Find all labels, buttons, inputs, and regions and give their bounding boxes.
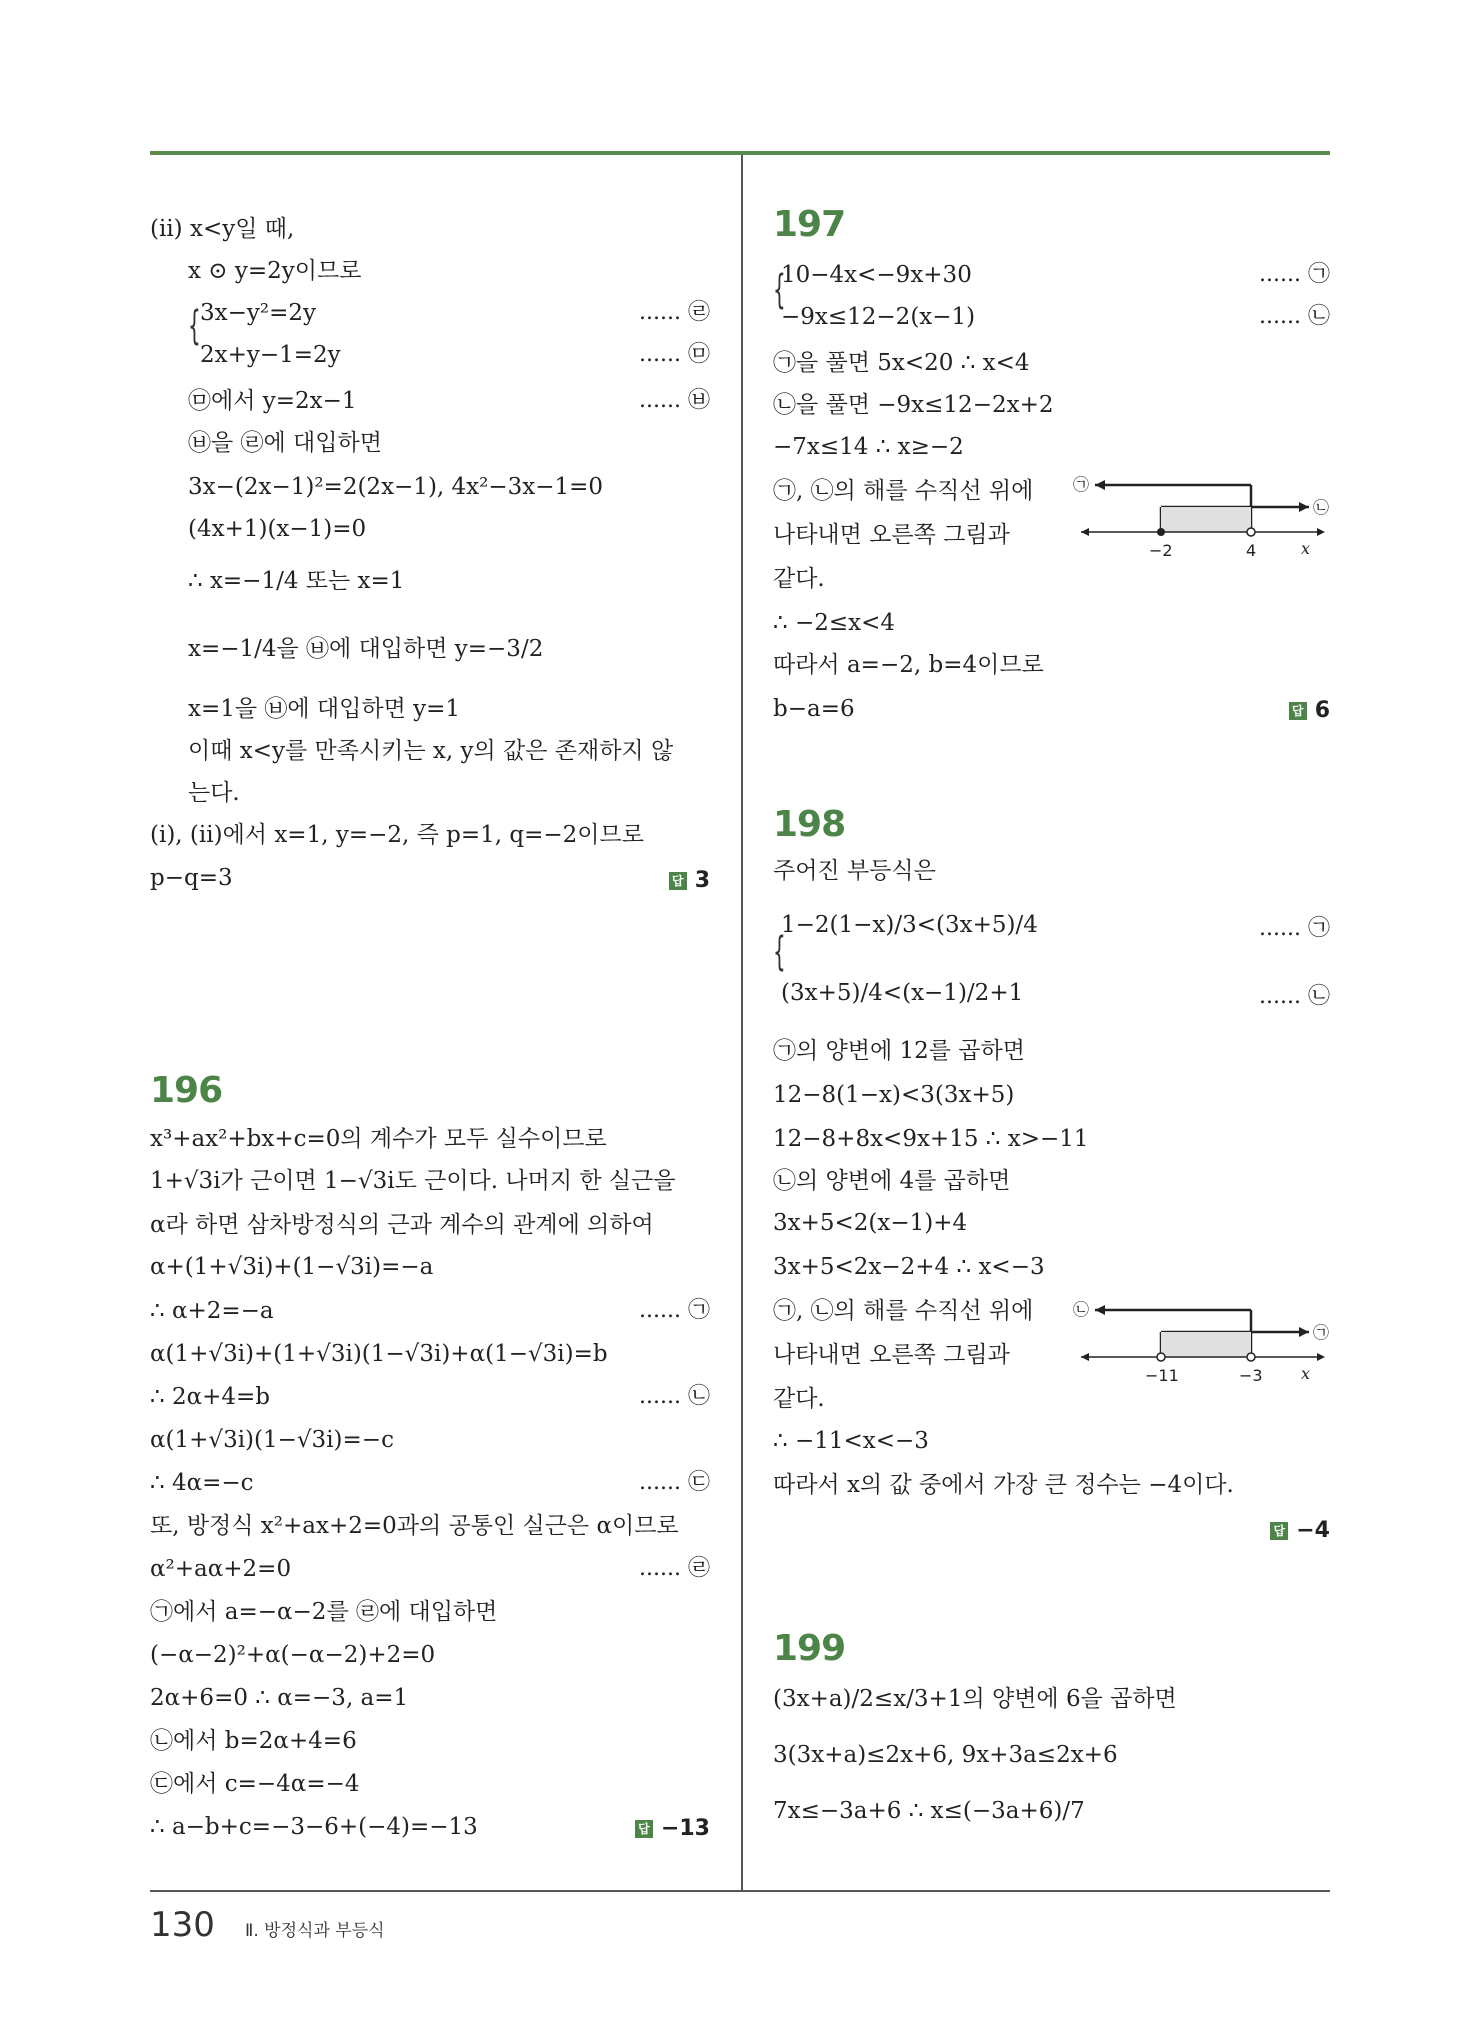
column-divider	[741, 155, 743, 1890]
text-line: 2α+6=0 ∴ α=−3, a=1	[150, 1685, 409, 1711]
arrow-right-icon	[1299, 502, 1309, 512]
text-line: ㉡에서 b=2α+4=6	[150, 1728, 357, 1754]
axis-arrow-right-icon	[1317, 1353, 1325, 1361]
equation-mark: ...... ㉠	[1259, 262, 1330, 287]
text-line: ㉠, ㉡의 해를 수직선 위에	[773, 1298, 1034, 1324]
equation-mark: ...... ㉠	[1259, 916, 1330, 941]
axis-arrow-left-icon	[1081, 528, 1089, 536]
tick-label: −11	[1145, 1366, 1179, 1385]
solution-region	[1161, 507, 1251, 532]
text-line: 따라서 a=−2, b=4이므로	[773, 652, 1044, 678]
problem-number: 199	[773, 1628, 846, 1669]
equation-mark: ...... ㉣	[639, 1556, 710, 1581]
equation-line: (3x+5)/4<(x−1)/2+1	[781, 980, 1024, 1006]
arrow-left-icon	[1095, 480, 1105, 490]
text-line: 3x+5<2x−2+4 ∴ x<−3	[773, 1254, 1045, 1280]
text-line: ㉢에서 c=−4α=−4	[150, 1771, 360, 1797]
equation-line: 2x+y−1=2y	[200, 342, 341, 368]
answer-badge: 답	[635, 1820, 653, 1838]
problem-number: 197	[773, 204, 846, 245]
equation-mark: ...... ㉡	[1259, 304, 1330, 329]
number-line-label: ㉠	[1313, 1323, 1330, 1342]
text-line: 같다.	[773, 566, 825, 592]
number-line-label: ㉠	[1073, 475, 1090, 494]
text-line: 주어진 부등식은	[773, 858, 936, 884]
answer-value: −13	[660, 1816, 710, 1841]
text-line: ㉠에서 a=−α−2를 ㉣에 대입하면	[150, 1599, 498, 1625]
answer	[1270, 1518, 1330, 1543]
number-line-label: ㉡	[1313, 498, 1330, 517]
text-line: (4x+1)(x−1)=0	[188, 516, 367, 542]
equation-line: 1−2(1−x)/3<(3x+5)/4	[781, 912, 1038, 938]
system-brace: {	[773, 267, 786, 313]
system-brace: {	[188, 303, 201, 349]
text-line: −7x≤14 ∴ x≥−2	[773, 434, 964, 460]
closed-point	[1157, 528, 1165, 536]
text-line: ∴ 4α=−c	[150, 1470, 254, 1496]
text-line: 는다.	[188, 780, 240, 806]
answer-badge: 답	[1270, 1522, 1288, 1540]
tick-label: −2	[1149, 541, 1173, 560]
problem-number: 198	[773, 804, 846, 845]
text-line: 따라서 x의 값 중에서 가장 큰 정수는 −4이다.	[773, 1472, 1234, 1498]
text-line: x ⊙ y=2y이므로	[188, 258, 362, 284]
text-line: (−α−2)²+α(−α−2)+2=0	[150, 1642, 436, 1668]
text-line: ㉤에서 y=2x−1	[188, 388, 357, 414]
text-line: ㉠, ㉡의 해를 수직선 위에	[773, 478, 1034, 504]
number-line-198	[1073, 1295, 1330, 1395]
axis-arrow-right-icon	[1317, 528, 1325, 536]
text-line: α(1+√3i)(1−√3i)=−c	[150, 1427, 394, 1453]
problem-number: 196	[150, 1070, 223, 1111]
text-line: ㉥을 ㉣에 대입하면	[188, 430, 382, 456]
text-line: ㉡의 양변에 4를 곱하면	[773, 1168, 1011, 1194]
text-line: ㉠을 풀면 5x<20 ∴ x<4	[773, 350, 1030, 376]
text-line: ∴ 2α+4=b	[150, 1384, 271, 1410]
answer-value: 6	[1314, 698, 1330, 723]
text-line: p−q=3	[150, 865, 233, 891]
axis-label: x	[1301, 1364, 1311, 1383]
answer-badge: 답	[1289, 702, 1307, 720]
equation-mark: ...... ㉣	[639, 300, 710, 325]
number-line-label: ㉡	[1073, 1300, 1090, 1319]
equation-mark: ...... ㉡	[1259, 984, 1330, 1009]
answer-badge: 답	[669, 872, 687, 890]
text-line: ∴ α+2=−a	[150, 1298, 274, 1324]
text-line: α라 하면 삼차방정식의 근과 계수의 관계에 의하여	[150, 1212, 654, 1238]
equation-mark: ...... ㉠	[639, 1298, 710, 1323]
text-line: ∴ x=−1/4 또는 x=1	[188, 568, 405, 594]
top-rule	[150, 151, 1330, 155]
answer	[669, 868, 710, 893]
arrow-right-icon	[1299, 1327, 1309, 1337]
open-point	[1157, 1353, 1165, 1361]
text-line: α(1+√3i)+(1+√3i)(1−√3i)+α(1−√3i)=b	[150, 1341, 608, 1367]
text-line: α²+aα+2=0	[150, 1556, 292, 1582]
text-line: ㉠의 양변에 12를 곱하면	[773, 1038, 1025, 1064]
equation-mark: ...... ㉡	[639, 1384, 710, 1409]
open-point	[1247, 528, 1255, 536]
system-brace: {	[773, 929, 786, 975]
solution-region	[1161, 1332, 1251, 1357]
page-number: 130	[150, 1905, 215, 1945]
text-line: ∴ a−b+c=−3−6+(−4)=−13	[150, 1814, 478, 1840]
text-line: 이때 x<y를 만족시키는 x, y의 값은 존재하지 않	[188, 738, 674, 764]
answer-value: −4	[1296, 1518, 1330, 1543]
answer-value: 3	[694, 868, 710, 893]
text-line: x=−1/4을 ㉥에 대입하면 y=−3/2	[188, 636, 544, 662]
text-line: x³+ax²+bx+c=0의 계수가 모두 실수이므로	[150, 1126, 607, 1152]
equation-mark: ...... ㉥	[639, 388, 710, 413]
text-line: 또, 방정식 x²+ax+2=0과의 공통인 실근은 α이므로	[150, 1513, 679, 1539]
text-line: (3x+a)/2≤x/3+1의 양변에 6을 곱하면	[773, 1686, 1177, 1712]
text-line: ∴ −11<x<−3	[773, 1428, 929, 1454]
text-line: 나타내면 오른쪽 그림과	[773, 1342, 1010, 1368]
text-line: α+(1+√3i)+(1−√3i)=−a	[150, 1254, 434, 1280]
text-line: (ⅰ), (ⅱ)에서 x=1, y=−2, 즉 p=1, q=−2이므로	[150, 822, 644, 848]
equation-mark: ...... ㉤	[639, 342, 710, 367]
equation-line: −9x≤12−2(x−1)	[781, 304, 976, 330]
tick-label: −3	[1239, 1366, 1263, 1385]
text-line: 7x≤−3a+6 ∴ x≤(−3a+6)/7	[773, 1798, 1085, 1824]
equation-line: 10−4x<−9x+30	[781, 262, 972, 288]
text-line: (ⅱ) x<y일 때,	[150, 216, 295, 242]
open-point	[1247, 1353, 1255, 1361]
equation-mark: ...... ㉢	[639, 1470, 710, 1495]
tick-label: 4	[1246, 541, 1257, 560]
bottom-rule	[150, 1890, 1330, 1892]
text-line: ∴ −2≤x<4	[773, 610, 895, 636]
text-line: 1+√3i가 근이면 1−√3i도 근이다. 나머지 한 실근을	[150, 1168, 676, 1194]
text-line: x=1을 ㉥에 대입하면 y=1	[188, 696, 461, 722]
text-line: 같다.	[773, 1386, 825, 1412]
text-line: 12−8+8x<9x+15 ∴ x>−11	[773, 1126, 1089, 1152]
equation-line: 3x−y²=2y	[200, 300, 316, 326]
text-line: ㉡을 풀면 −9x≤12−2x+2	[773, 392, 1054, 418]
number-line-197	[1073, 470, 1330, 570]
axis-label: x	[1301, 539, 1311, 558]
answer	[635, 1816, 710, 1841]
answer	[1289, 698, 1330, 723]
text-line: b−a=6	[773, 696, 855, 722]
text-line: 나타내면 오른쪽 그림과	[773, 522, 1010, 548]
text-line: 3x−(2x−1)²=2(2x−1), 4x²−3x−1=0	[188, 474, 604, 500]
chapter-title: Ⅱ. 방정식과 부등식	[245, 1921, 385, 1941]
text-line: 3x+5<2(x−1)+4	[773, 1210, 968, 1236]
axis-arrow-left-icon	[1081, 1353, 1089, 1361]
text-line: 12−8(1−x)<3(3x+5)	[773, 1082, 1015, 1108]
arrow-left-icon	[1095, 1305, 1105, 1315]
text-line: 3(3x+a)≤2x+6, 9x+3a≤2x+6	[773, 1742, 1118, 1768]
